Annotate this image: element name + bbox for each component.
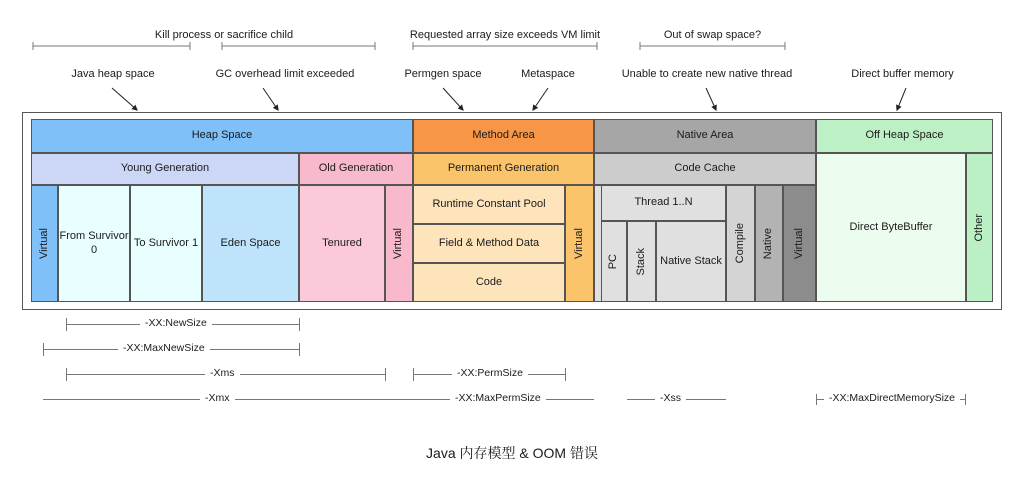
cell-tenured [299,185,385,302]
cell-runtime-constant-pool-label: Runtime Constant Pool [432,197,546,210]
cell-runtime-constant-pool [413,185,565,224]
measure-permsize-cap-right [565,368,566,381]
cell-pc [601,221,627,302]
section-permanent-generation [413,153,594,185]
section-old-generation [299,153,413,185]
measure-newsize-cap-right [299,318,300,331]
annotation-requested-array-size: Requested array size exceeds VM limit [409,29,601,41]
cell-thread-1-n-label: Thread 1..N [634,196,693,209]
cell-to-survivor-1-label: To Survivor 1 [133,236,199,249]
measure-maxdirect-cap-right [965,394,966,405]
annotation-kill-process: Kill process or sacrifice child [154,29,294,41]
measure-permsize-label: -XX:PermSize [452,367,528,379]
measure-maxdirectmemorysize-label: -XX:MaxDirectMemorySize [824,392,960,404]
section-young-generation-label: Young Generation [120,162,210,175]
measure-newsize-label: -XX:NewSize [140,317,212,329]
measure-xms-cap-left [66,368,67,381]
region-method-area [413,119,594,153]
section-young-generation [31,153,299,185]
measure-maxnewsize-label: -XX:MaxNewSize [118,342,210,354]
cell-heap-virtual [31,185,58,302]
cell-heap-virtual-label: Virtual [37,228,50,259]
measure-xms-label: -Xms [205,367,240,379]
measure-maxnewsize-cap-right [299,343,300,356]
annotation-out-of-swap-space: Out of swap space? [663,29,762,41]
cell-stack [627,221,656,302]
cell-other-label: Other [972,213,985,242]
region-heap-space-label: Heap Space [191,129,253,142]
cell-field-method-data-label: Field & Method Data [438,236,540,249]
cell-native [755,185,783,302]
cell-permgen-virtual-label: Virtual [572,228,585,259]
cell-compile-label: Compile [733,223,746,264]
region-heap-space [31,119,413,153]
cell-permgen-virtual [565,185,594,302]
annotation-direct-buffer-memory: Direct buffer memory [851,68,954,80]
measure-xmx-label: -Xmx [200,392,235,404]
cell-from-survivor-0-label: From Survivor 0 [59,230,129,256]
cell-tenured-label: Tenured [322,236,362,249]
cell-thread-1-n [601,185,726,221]
region-native-area-label: Native Area [676,129,734,142]
measure-maxnewsize-cap-left [43,343,44,356]
cell-code-label: Code [475,275,503,288]
measure-maxdirect-cap-left [816,394,817,405]
region-native-area [594,119,816,153]
measure-maxpermsize-label: -XX:MaxPermSize [450,392,546,404]
section-code-cache-label: Code Cache [674,162,736,175]
region-off-heap-space-label: Off Heap Space [865,129,944,142]
annotation-permgen-space: Permgen space [404,68,482,80]
section-code-cache [594,153,816,185]
cell-direct-bytebuffer-label: Direct ByteBuffer [849,220,933,233]
cell-direct-bytebuffer [816,153,966,302]
cell-thread-area-left-gap [594,185,601,302]
cell-stack-label: Stack [634,247,647,276]
cell-native-virtual [783,185,816,302]
cell-old-virtual [385,185,413,302]
cell-old-virtual-label: Virtual [392,228,405,259]
measure-xss-label: -Xss [655,392,686,404]
cell-from-survivor-0 [58,185,130,302]
measure-newsize-cap-left [66,318,67,331]
cell-other [966,153,993,302]
cell-eden-space-label: Eden Space [220,236,281,249]
measure-permsize-cap-left [413,368,414,381]
cell-eden-space [202,185,299,302]
cell-native-stack [656,221,726,302]
annotation-java-heap-space: Java heap space [71,68,155,80]
cell-pc-label: PC [607,253,620,270]
diagram-caption: Java 内存模型 & OOM 错误 [426,445,598,461]
cell-field-method-data [413,224,565,263]
section-old-generation-label: Old Generation [318,162,394,175]
cell-code [413,263,565,302]
annotation-gc-overhead-limit: GC overhead limit exceeded [215,68,355,80]
region-method-area-label: Method Area [472,129,535,142]
cell-native-virtual-label: Virtual [792,228,805,259]
annotation-metaspace: Metaspace [521,68,575,80]
region-off-heap-space [816,119,993,153]
annotation-unable-create-native-thread: Unable to create new native thread [621,68,793,80]
section-permanent-generation-label: Permanent Generation [447,162,560,175]
cell-to-survivor-1 [130,185,202,302]
cell-compile [726,185,755,302]
cell-native-label: Native [762,227,775,260]
cell-native-stack-label: Native Stack [660,254,722,267]
measure-xms-cap-right [385,368,386,381]
